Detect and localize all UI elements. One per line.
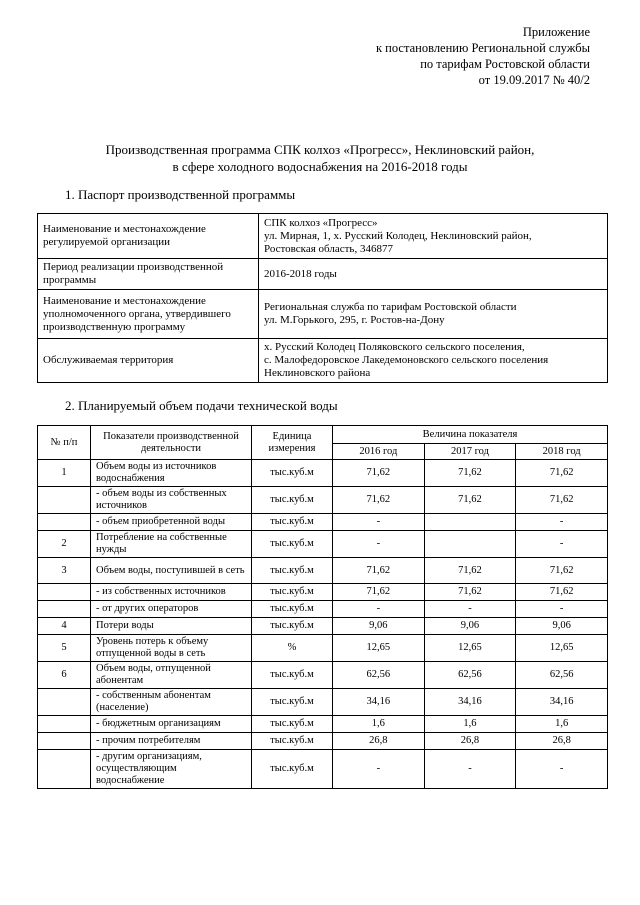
row-value-2017 (424, 531, 516, 558)
passport-row (38, 339, 608, 383)
row-unit: тыс.куб.м (252, 601, 333, 618)
row-unit: % (252, 635, 333, 662)
passport-table (37, 213, 608, 383)
row-value-2018: 12,65 (516, 635, 608, 662)
row-unit: тыс.куб.м (252, 584, 333, 601)
row-value-2017: 62,56 (424, 662, 516, 689)
passport-value (259, 339, 608, 383)
header-2018: 2018 год (516, 444, 608, 460)
title-line-2: в сфере холодного водоснабжения на 2016-2018 годы (172, 159, 468, 174)
appendix-line-1: Приложение (522, 25, 590, 39)
passport-label: Наименование и местонахождение регулируемой организации (38, 214, 259, 259)
row-indicator: Уровень потерь к объему отпущенной воды в сеть (91, 635, 252, 662)
header-2017: 2017 год (424, 444, 516, 460)
passport-value-line: СПК колхоз «Прогресс» (264, 216, 378, 229)
row-value-2016: - (333, 750, 425, 789)
row-value-2017: 71,62 (424, 584, 516, 601)
row-value-2018: - (516, 601, 608, 618)
table-row (38, 716, 608, 733)
row-unit: тыс.куб.м (252, 716, 333, 733)
passport-value-line: ул. Мирная, 1, х. Русский Колодец, Неклиновский район, (264, 229, 532, 242)
row-indicator: Потребление на собственные нужды (91, 531, 252, 558)
row-value-2016: - (333, 531, 425, 558)
row-unit: тыс.куб.м (252, 514, 333, 531)
row-indicator: - объем приобретенной воды (91, 514, 252, 531)
table-row (38, 514, 608, 531)
passport-row (38, 290, 608, 339)
row-indicator: - другим организациям, осуществляющим водоснабжение (91, 750, 252, 789)
row-indicator: Объем воды из источников водоснабжения (91, 460, 252, 487)
row-value-2017 (424, 514, 516, 531)
document-title (0, 141, 640, 175)
table-row (38, 662, 608, 689)
passport-value (259, 259, 608, 290)
table-row (38, 733, 608, 750)
row-indicator: - собственным абонентам (население) (91, 689, 252, 716)
row-num: 6 (38, 662, 91, 689)
row-value-2018: 1,6 (516, 716, 608, 733)
row-unit: тыс.куб.м (252, 531, 333, 558)
row-num (38, 487, 91, 514)
row-value-2017: 71,62 (424, 558, 516, 584)
header-unit: Единица измерения (252, 426, 333, 460)
table-row (38, 460, 608, 487)
row-indicator: - бюджетным организациям (91, 716, 252, 733)
row-unit: тыс.куб.м (252, 558, 333, 584)
row-num (38, 514, 91, 531)
table-row (38, 635, 608, 662)
row-value-2016: 71,62 (333, 487, 425, 514)
row-num (38, 750, 91, 789)
passport-value-line: Региональная служба по тарифам Ростовской области (264, 301, 517, 313)
row-value-2016: 9,06 (333, 618, 425, 635)
row-indicator: Потери воды (91, 618, 252, 635)
row-unit: тыс.куб.м (252, 689, 333, 716)
table-row (38, 750, 608, 789)
row-value-2018: 34,16 (516, 689, 608, 716)
row-value-2018: 71,62 (516, 558, 608, 584)
table-row (38, 487, 608, 514)
row-num: 3 (38, 558, 91, 584)
row-indicator: - прочим потребителям (91, 733, 252, 750)
section-2-heading: 2. Планируемый объем подачи технической воды (65, 398, 338, 413)
row-value-2018: - (516, 531, 608, 558)
title-line-1: Производственная программа СПК колхоз «Прогресс», Неклиновский район, (105, 142, 535, 157)
row-value-2016: 34,16 (333, 689, 425, 716)
row-num (38, 716, 91, 733)
row-value-2017: 12,65 (424, 635, 516, 662)
passport-value-line: Неклиновского района (264, 367, 371, 379)
row-value-2017: 71,62 (424, 460, 516, 487)
passport-value-line: х. Русский Колодец Поляковского сельского поселения, (264, 341, 525, 353)
table-row (38, 601, 608, 618)
passport-value-line: с. Малофедоровское Лакедемоновского сельского поселения (264, 354, 549, 366)
passport-row (38, 214, 608, 259)
header-indicator: Показатели производственной деятельности (91, 426, 252, 460)
passport-value-line: Ростовская область, 346877 (264, 242, 393, 255)
table-row (38, 618, 608, 635)
passport-value (259, 214, 608, 259)
passport-row (38, 259, 608, 290)
passport-label: Период реализации производственной программы (38, 259, 259, 290)
row-num (38, 733, 91, 750)
row-indicator: Объем воды, отпущенной абонентам (91, 662, 252, 689)
row-value-2016: 71,62 (333, 460, 425, 487)
row-num: 2 (38, 531, 91, 558)
row-indicator: - из собственных источников (91, 584, 252, 601)
passport-label: Обслуживаемая территория (38, 339, 259, 383)
row-value-2016: 71,62 (333, 558, 425, 584)
row-value-2018: 71,62 (516, 584, 608, 601)
row-value-2017: - (424, 601, 516, 618)
header-value: Величина показателя (333, 426, 608, 444)
row-num: 1 (38, 460, 91, 487)
appendix-line-2: к постановлению Региональной службы (375, 41, 590, 55)
row-value-2017: 34,16 (424, 689, 516, 716)
appendix-line-3: по тарифам Ростовской области (420, 57, 590, 71)
row-num: 4 (38, 618, 91, 635)
row-value-2018: 62,56 (516, 662, 608, 689)
row-value-2016: 71,62 (333, 584, 425, 601)
header-num: № п/п (38, 426, 91, 460)
passport-value (259, 290, 608, 339)
row-value-2016: 1,6 (333, 716, 425, 733)
row-value-2018: 71,62 (516, 460, 608, 487)
table-row (38, 584, 608, 601)
row-unit: тыс.куб.м (252, 618, 333, 635)
row-num (38, 584, 91, 601)
row-unit: тыс.куб.м (252, 733, 333, 750)
header-2016: 2016 год (333, 444, 425, 460)
row-indicator: Объем воды, поступившей в сеть (91, 558, 252, 584)
row-value-2016: 26,8 (333, 733, 425, 750)
row-value-2017: 71,62 (424, 487, 516, 514)
row-num (38, 689, 91, 716)
row-value-2017: 9,06 (424, 618, 516, 635)
row-unit: тыс.куб.м (252, 487, 333, 514)
row-indicator: - объем воды из собственных источников (91, 487, 252, 514)
row-num: 5 (38, 635, 91, 662)
volume-table (37, 425, 608, 789)
row-num (38, 601, 91, 618)
row-value-2018: - (516, 750, 608, 789)
table-row (38, 531, 608, 558)
row-value-2017: - (424, 750, 516, 789)
row-value-2016: 12,65 (333, 635, 425, 662)
passport-value-line: ул. М.Горького, 295, г. Ростов-на-Дону (264, 314, 445, 326)
row-value-2016: 62,56 (333, 662, 425, 689)
row-indicator: - от других операторов (91, 601, 252, 618)
row-unit: тыс.куб.м (252, 750, 333, 789)
passport-value-line: 2016-2018 годы (264, 267, 337, 280)
appendix-header (376, 24, 590, 88)
row-value-2016: - (333, 601, 425, 618)
row-unit: тыс.куб.м (252, 460, 333, 487)
row-value-2017: 1,6 (424, 716, 516, 733)
table-row (38, 689, 608, 716)
row-unit: тыс.куб.м (252, 662, 333, 689)
table-row (38, 558, 608, 584)
row-value-2016: - (333, 514, 425, 531)
appendix-line-4: от 19.09.2017 № 40/2 (478, 73, 590, 87)
row-value-2018: 26,8 (516, 733, 608, 750)
passport-label: Наименование и местонахождение уполномоченного органа, утвердившего производственную программу (38, 290, 259, 339)
row-value-2018: 9,06 (516, 618, 608, 635)
row-value-2018: 71,62 (516, 487, 608, 514)
row-value-2018: - (516, 514, 608, 531)
row-value-2017: 26,8 (424, 733, 516, 750)
section-1-heading: 1. Паспорт производственной программы (65, 187, 296, 202)
